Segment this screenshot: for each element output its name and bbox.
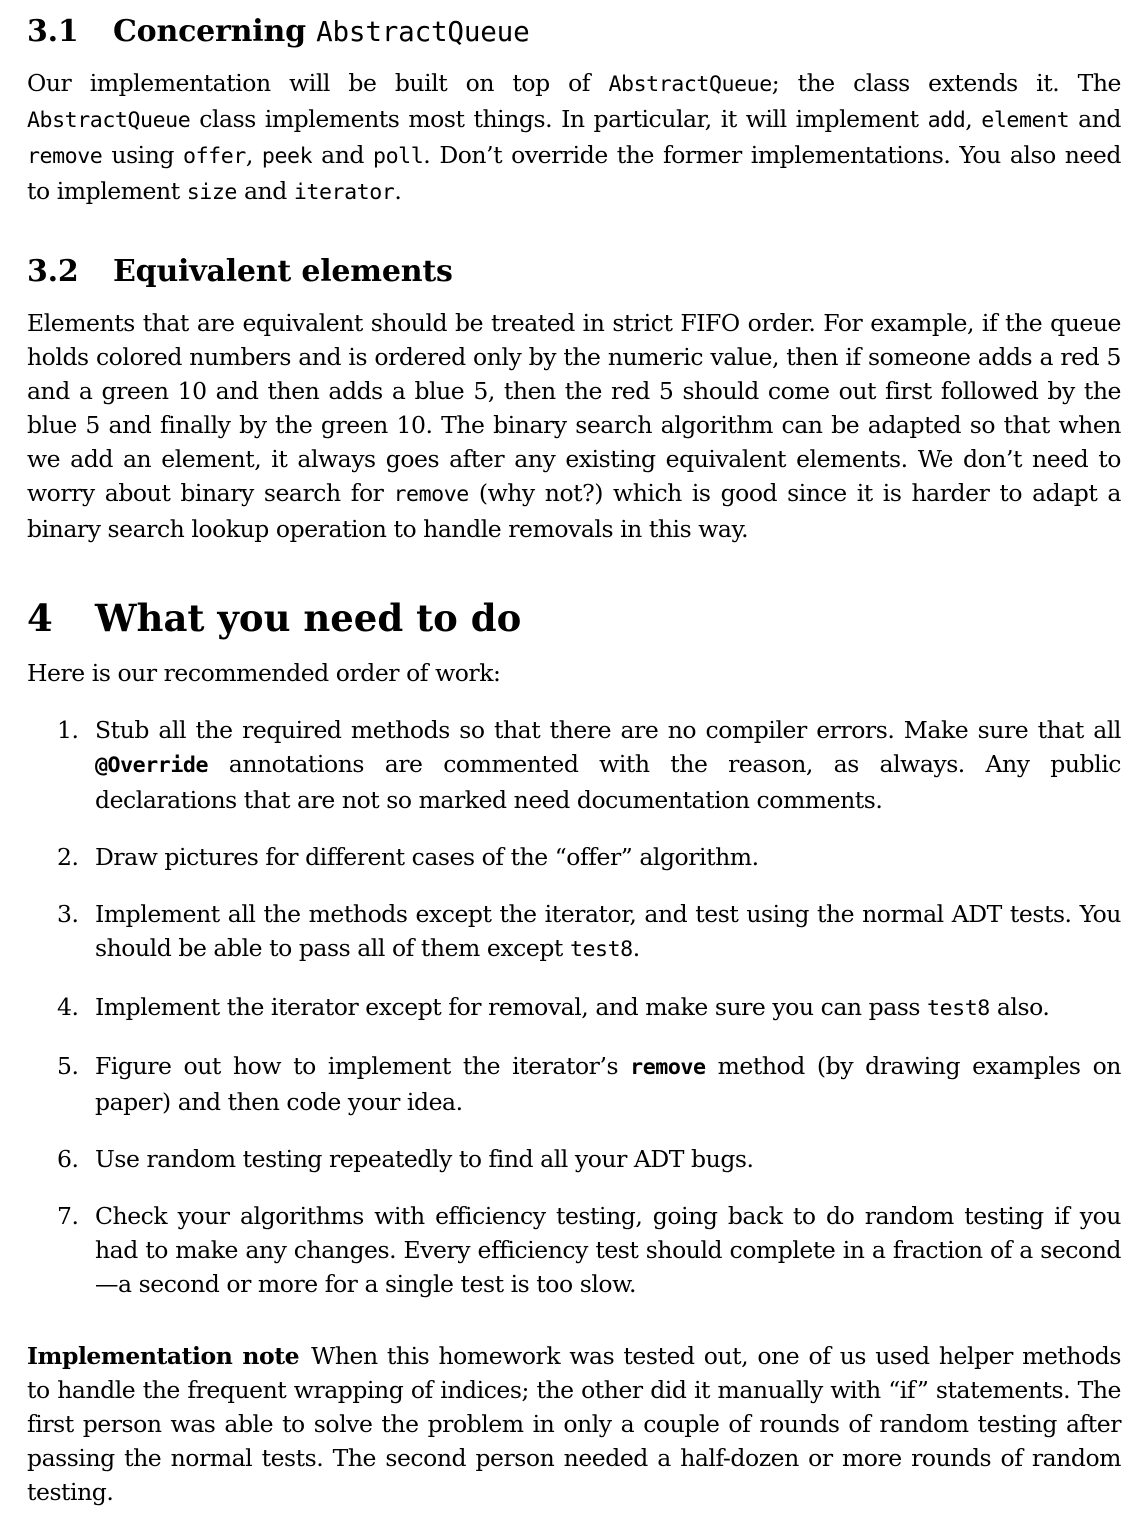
text-run: (why not?) which is good since it is harder to adapt a binary search lookup operation to handle removals in this way. xyxy=(27,479,1121,543)
work-order-list xyxy=(27,713,1121,1301)
code-run: poll xyxy=(373,144,424,169)
note-text: When this homework was tested out, one of us used helper methods to handle the frequent wrapping of indices; the other did it manually with “if” statements. The first person was able to solve the problem in only a couple of rounds of random testing after passing the normal tests. The second person needed a half-dozen or more rounds of random testing. xyxy=(27,1342,1121,1506)
section-3-2-heading xyxy=(27,248,1121,296)
code-run: test8 xyxy=(569,937,633,962)
code-run: remove xyxy=(27,144,103,169)
code-run: remove xyxy=(393,482,469,507)
code-run: add xyxy=(927,108,966,133)
list-item-number: 4. xyxy=(57,993,79,1021)
list-item-number: 5. xyxy=(57,1052,79,1080)
section-3-2-paragraph xyxy=(27,306,1121,546)
list-item xyxy=(27,897,1121,967)
section-title: Equivalent elements xyxy=(113,254,453,289)
text-run: Draw pictures for different cases of the “offer” algorithm. xyxy=(95,843,759,871)
section-number: 3.2 xyxy=(27,254,79,289)
list-item xyxy=(27,713,1121,817)
section-title: Concerning xyxy=(113,14,306,49)
code-run: AbstractQueue xyxy=(608,72,772,97)
section-4-intro: Here is our recommended order of work: xyxy=(27,659,501,687)
list-item xyxy=(27,1142,1121,1176)
section-number: 3.1 xyxy=(27,14,79,49)
list-item-number: 6. xyxy=(57,1145,79,1173)
list-item xyxy=(27,990,1121,1026)
code-run: iterator xyxy=(293,180,395,205)
text-run: , xyxy=(965,105,982,133)
text-run: , xyxy=(245,141,262,169)
text-run: Stub all the required methods so that there are no compiler errors. Make sure that all xyxy=(95,716,1121,744)
text-run: Check your algorithms with efficiency testing, going back to do random testing if you had to make any changes. Every efficiency test should complete in a fraction of a second—a second or more for a single test is too slow. xyxy=(95,1202,1121,1298)
code-run: AbstractQueue xyxy=(27,108,191,133)
code-run: offer xyxy=(183,144,246,169)
code-run: peek xyxy=(261,144,313,169)
list-item-number: 7. xyxy=(57,1202,79,1230)
text-run: . xyxy=(632,934,640,962)
text-run: and xyxy=(236,177,294,205)
section-title-code: AbstractQueue xyxy=(316,15,530,48)
note-label: Implementation note xyxy=(27,1342,300,1370)
text-run: ; the class extends it. The xyxy=(771,69,1121,97)
code-run: element xyxy=(981,108,1070,133)
text-run: and xyxy=(312,141,374,169)
list-item xyxy=(27,840,1121,874)
text-run: also. xyxy=(989,993,1050,1021)
implementation-note xyxy=(27,1339,1121,1509)
list-item-number: 1. xyxy=(57,716,79,744)
list-item xyxy=(27,1049,1121,1119)
document-page xyxy=(27,8,1121,1509)
text-run: Elements that are equivalent should be treated in strict FIFO order. For example, if the queue holds colored numbers and is ordered only by the numeric value, then if someone adds a red 5 and a green 10 and then adds a blue 5, then the red 5 should come out first followed by the blue 5 and finally by the green 10. The binary search algorithm can be adapted so that when we add an element, it always goes after any existing equivalent elements. We don’t need to worry about binary search for xyxy=(27,309,1121,507)
code-run: test8 xyxy=(927,996,990,1021)
text-run: method (by drawing examples on paper) and then code your idea. xyxy=(95,1052,1121,1116)
text-run: . Don’t override the former implementations. You also need to implement xyxy=(27,141,1121,205)
text-run: using xyxy=(102,141,184,169)
text-run: Our implementation will be built on top of xyxy=(27,69,609,97)
text-run: Use random testing repeatedly to find all your ADT bugs. xyxy=(95,1145,754,1173)
section-number: 4 xyxy=(27,596,53,640)
text-run: Figure out how to implement the iterator’s xyxy=(95,1052,631,1080)
section-4-heading xyxy=(27,590,1121,646)
text-run: and xyxy=(1069,105,1122,133)
text-run: class implements most things. In particular, it will implement xyxy=(190,105,928,133)
list-item xyxy=(27,1199,1121,1301)
text-run: Implement the iterator except for removal, and make sure you can pass xyxy=(95,993,928,1021)
list-item-number: 2. xyxy=(57,843,79,871)
code-run: remove xyxy=(630,1055,706,1080)
code-run: @Override xyxy=(95,753,209,778)
section-title: What you need to do xyxy=(95,596,522,640)
code-run: size xyxy=(186,180,237,205)
list-item-number: 3. xyxy=(57,900,79,928)
text-run: . xyxy=(394,177,402,205)
section-3-1-heading xyxy=(27,8,1121,56)
section-3-1-paragraph xyxy=(27,66,1121,210)
text-run: Implement all the methods except the iterator, and test using the normal ADT tests. You should be able to pass all of them except xyxy=(95,900,1121,962)
text-run: annotations are commented with the reason, as always. Any public declarations that are not so marked need documentation comments. xyxy=(95,750,1121,814)
